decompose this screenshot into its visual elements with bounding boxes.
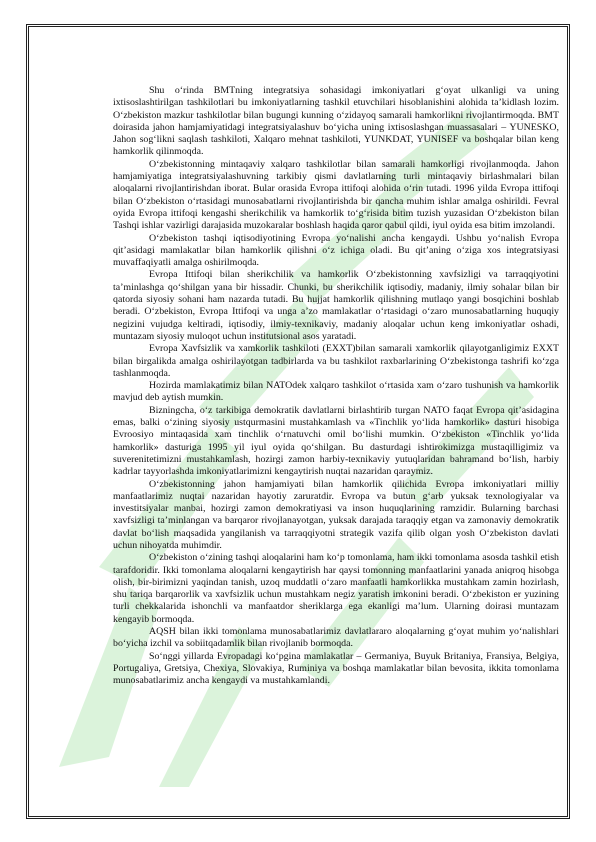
paragraph: Hozirda mamlakatimiz bilan NATOdek xalqaro tashkilot o‘rtasida xam o‘zaro tushunish va hamkorlik mavjud deb aytish mumkin. <box>113 380 559 404</box>
paragraph: Shu o‘rinda BMTning integratsiya sohasidagi imkoniyatlari g‘oyat ulkanligi va uning ixtisoslashtirilgan tashkilotlari bu imkoniyatlarning tashkil etuvchilari hisoblanishini alohida ta’kidlash lozim. O‘zbekiston mazkur tashkilotlar bilan bugungi kunning o‘zidayoq samarali hamkorlikni rivojlantirmoqda. BMT doirasida jahon hamjamiyatidagi integratsiyalashuv bo‘yicha uning ixtisoslashgan muassasalari – YUNESKO, Jahon sog‘likni saqlash tashkiloti, Xalqaro mehnat tashkiloti, YUNKDAT, YUNISEF va boshqalar bilan keng hamkorlik qilinmoqda. <box>113 85 559 158</box>
paragraph: O‘zbekiston o‘zining tashqi aloqalarini ham ko‘p tomonlama, ham ikki tomonlama asosda tashkil etish tarafdoridir. Ikki tomonlama aloqalarni kengaytirish har qaysi tomonning manfaatlarini yanada aniqroq hisobga olish, bir-birimizni yaqindan tanish, uzoq muddatli o‘zaro manfaatli hamkorlikka mustahkam zamin hozirlash, shu tariqa barqarorlik va xavfsizlik uchun mustahkam negiz yaratish imkonini beradi. O‘zbekiston er yuzining turli chekkalarida ishonchli va manfaatdor sheriklarga ega ekanligi ma’lum. Ularning doirasi muntazam kengayib bormoqda. <box>113 552 559 625</box>
paragraph: So‘nggi yillarda Evropadagi ko‘pgina mamlakatlar – Germaniya, Buyuk Britaniya, Fransiya, Belgiya, Portugaliya, Gretsiya, Chexiya, Slovakiya, Ruminiya va boshqa mamlakatlar bilan bevosita, ikkita tomonlama munosabatlarimiz ancha kengaydi va mustahkamlandi. <box>113 650 559 687</box>
paragraph: O‘zbekistonning jahon hamjamiyati bilan hamkorlik qilichida Evropa imkoniyatlari milliy manfaatlarimiz nuqtai nazaridan hayotiy zaruratdir. Evropa va butun g‘arb yuksak texnologiyalar va investitsiyalar manbai, hozirgi zamon demokratiyasi va inson huquqlarining ramzidir. Bularning barchasi xavfsizligi ta’minlangan va barqaror rivojlanayotgan, yuksak darajada taraqqiy etgan va zamonaviy demokratik davlat bo‘lish maqsadida yangilanish va tarraqqiyotni strategik vazifa qilib olgan yosh O‘zbekiston davlati uchun nihoyatda muhimdir. <box>113 478 559 551</box>
document-body <box>113 85 559 688</box>
paragraph: Evropa Xavfsizlik va xamkorlik tashkiloti (EXXT)bilan samarali xamkorlik qilayotganligimiz EXXT bilan birgalikda amalga oshirilayotgan tadbirlarda va bu tashkilot raxbarlarining O‘zbekistonga tashrifi ko‘zga tashlanmoqda. <box>113 343 559 379</box>
paragraph: O‘zbekistonning mintaqaviy xalqaro tashkilotlar bilan samarali hamkorligi rivojlanmoqda. Jahon hamjamiyatiga integratsiyalashuvning tarkibiy qismi davlatlarning turli mintaqaviy birlashmalari bilan aloqalarni rivojlantirishdan iborat. Bular orasida Evropa ittifoqi alohida o‘rin tutadi. 1996 yilda Evropa ittifoqi bilan O‘zbekiston o‘rtasidagi munosabatlarni rivojlantirishda bir qancha muhim ishlar amalga oshirildi. Fevral oyida Evropa ittifoqi kengashi sherikchilik va hamkorlik to‘g‘risida bitim tuzish yuzasidan O‘zbekiston bilan Tashqi ishlar vazirligi darajasida muzokaralar boshlash haqida qaror qabul qildi, iyul oyida esa bitim imzolandi. <box>113 158 559 232</box>
paragraph: Evropa Ittifoqi bilan sherikchilik va hamkorlik O‘zbekistonning xavfsizligi va tarraqqiyotini ta’minlashga qo‘shilgan yana bir hissadir. Chunki, bu sherikchilik iqtisodiy, madaniy, ilmiy sohalar bilan bir qatorda siyosiy sohani ham nazarda tutadi. Bu hujjat hamkorlik qilishning mutlaqo yangi bosqichini boshlab beradi. O‘zbekiston, Evropa Ittifoqi va unga a’zo mamlakatlar o‘rtasidagi o‘zaro munosabatlarning huquqiy negizini vujudga keltiradi, iqtisodiy, ilmiy-texnikaviy, madaniy aloqalar uchun keng imkoniyatlar oshadi, muntazam siyosiy muloqot uchun institutsional asos yaratadi. <box>113 269 559 342</box>
page-frame <box>26 24 570 819</box>
paragraph: O‘zbekiston tashqi iqtisodiyotining Evropa yo‘nalishi ancha kengaydi. Ushbu yo‘nalish Evropa qit’asidagi mamlakatlar bilan hamkorlik qilishni o‘z ichiga oladi. Bu qit’aning o‘ziga xos integratsiyasi muvaffaqiyatli amalga oshirilmoqda. <box>113 232 559 269</box>
paragraph: Bizningcha, o‘z tarkibiga demokratik davlatlarni birlashtirib turgan NATO faqat Evropa qit’asidagina emas, balki o‘zining siyosiy ustqurmasini mustahkamlash va «Tinchlik yo‘lida hamkorlik» dasturi hisobiga Evroosiyo mintaqasida xam tinchlik o‘rnatuvchi omil bo‘lishi mumkin. O‘zbekiston «Tinchlik yo‘lida hamkorlik» dasturiga 1995 yil iyul oyida qo‘shilgan. Bu dasturdagi ishtirokimizga mustaqilligimiz va suverenitetimizni mustahkamlash, hozirgi zamon harbiy-texnikaviy yutuqlaridan bahramand bo‘lish, harbiy kadrlar tayyorlashda imkoniyatlarimizni kengaytirish nuqtai nazaridan qaraymiz. <box>113 404 559 478</box>
paragraph: AQSH bilan ikki tomonlama munosabatlarimiz davlatlararo aloqalarning g‘oyat muhim yo‘nalishlari bo‘yicha izchil va sobiitqadamlik bilan rivojlanib bormoqda. <box>113 626 559 650</box>
